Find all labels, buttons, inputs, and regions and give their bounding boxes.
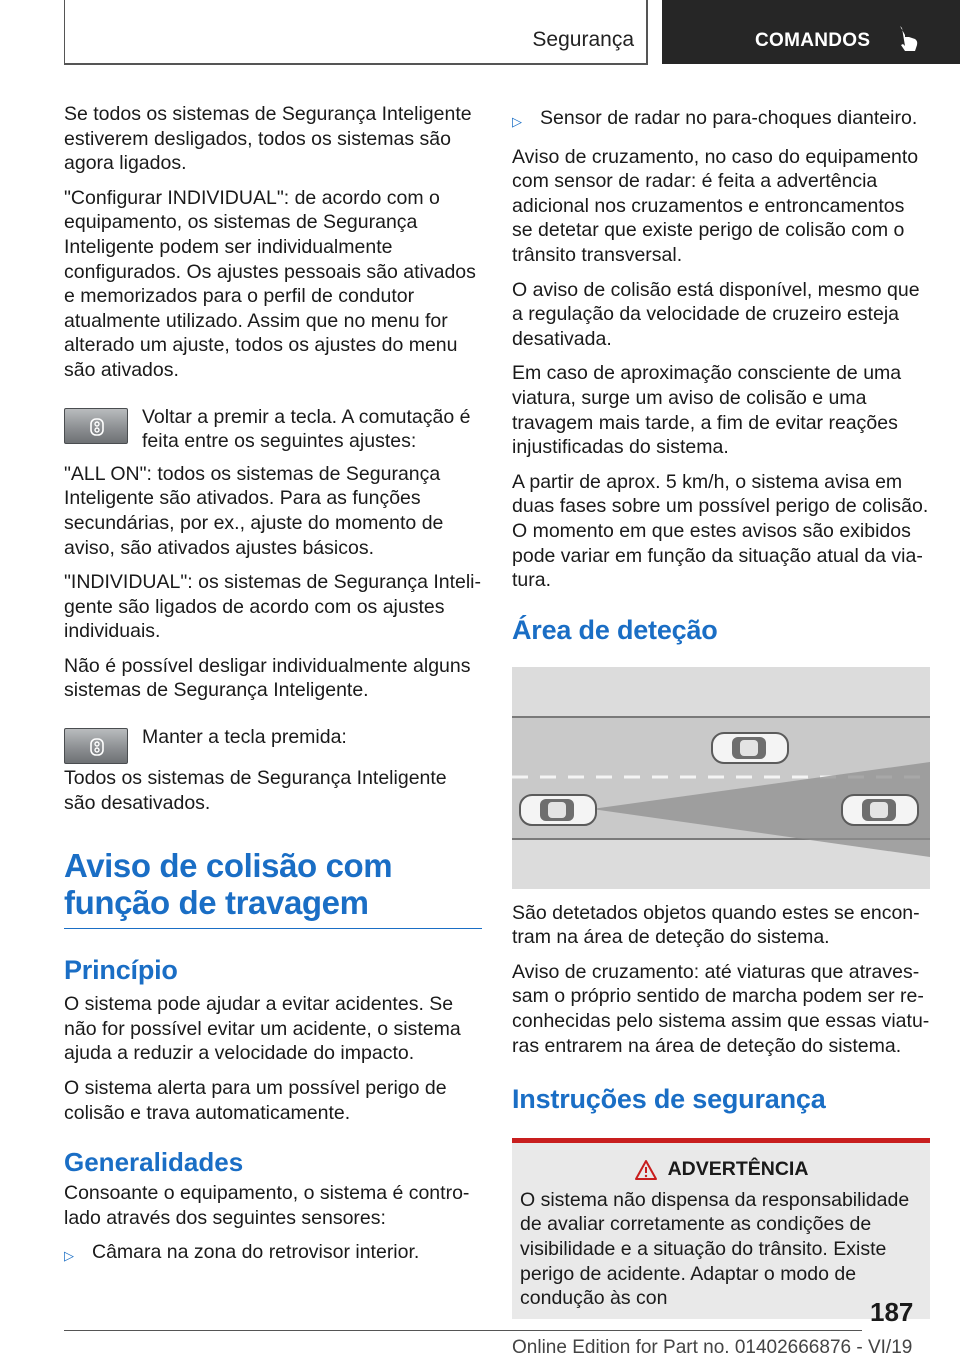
paragraph: Aviso de cruzamento: até viaturas que atravessam o próprio sentido de marcha podem ser reconhecidas pelo sistema assim que essas viaturas entrarem na área de deteção do sistema. — [512, 960, 930, 1057]
header-section — [64, 0, 648, 64]
list-item-text: Sensor de radar no para-choques dianteiro. — [540, 107, 918, 129]
paragraph: Se todos os sistemas de Segurança Inteligente estiverem desligados, todos os sistemas são agora ligados. — [64, 103, 472, 175]
page-number: 187 — [870, 1297, 914, 1327]
safety-assist-icon — [87, 417, 107, 437]
button-instruction — [64, 405, 482, 454]
detection-area-diagram — [512, 667, 930, 889]
footer-edition: Online Edition for Part no. 01402666876 - VI/19 — [512, 1337, 913, 1358]
chapter-label: COMANDOS — [755, 30, 871, 51]
subheading-principio: Princípio — [64, 955, 178, 986]
assist-button-image — [64, 408, 128, 444]
paragraph: O sistema pode ajudar a evitar acidentes. Se não for possível evitar um acidente, o sistema ajuda a reduzir a velocidade do impacto. — [64, 993, 461, 1065]
footer-divider — [64, 1330, 862, 1331]
header-underline — [64, 63, 648, 65]
section-title: Segurança — [532, 28, 634, 51]
section-heading: Aviso de colisão com função de travagem — [64, 847, 482, 929]
subheading-area: Área de deteção — [512, 614, 718, 645]
road-illustration — [512, 667, 930, 889]
subheading-instrucoes: Instruções de segurança — [512, 1084, 826, 1115]
car-icon — [842, 795, 918, 825]
paragraph: Consoante o equipamento, o sistema é controlado através dos seguintes sensores: — [64, 1182, 470, 1229]
left-column — [64, 102, 482, 1279]
chapter-tab[interactable] — [662, 0, 960, 64]
paragraph: "INDIVIDUAL": os sistemas de Segurança Inteligente são ligados de acordo com os ajustes individuais. — [64, 571, 482, 643]
bullet-triangle-icon: ▷ — [512, 114, 522, 129]
paragraph: O sistema alerta para um possível perigo de colisão e trava automaticamente. — [64, 1077, 447, 1124]
warning-box — [512, 1143, 930, 1319]
list-item-text: Câmara na zona do retrovisor interior. — [92, 1241, 420, 1264]
pointing-hand-icon — [896, 24, 920, 54]
assist-button-image — [64, 728, 128, 764]
button-text: Manter a tecla premida: — [142, 726, 347, 749]
paragraph: A partir de aprox. 5 km/h, o sistema avisa em duas fases sobre um possível perigo de colisão. O momento em que estes avisos são exibidos pode variar em função da situação atual da viatura. — [512, 470, 929, 592]
button-text: Voltar a premir a tecla. A comutação é feita entre os seguintes ajustes: — [142, 405, 471, 453]
warning-title-text: ADVERTÊNCIA — [667, 1158, 809, 1181]
subheading-generalidades: Generalidades — [64, 1147, 244, 1178]
car-icon — [712, 733, 788, 763]
paragraph: Aviso de cruzamento, no caso do equipamento com sensor de radar: é feita a advertência adicional nos cruzamentos e entroncamentos se detetar que existe perigo de colisão com o trânsito transversal. — [512, 145, 919, 266]
car-icon — [520, 795, 596, 825]
bullet-triangle-icon: ▷ — [64, 1248, 74, 1264]
warning-text: O sistema não dispensa da responsabilidade de avaliar corretamente as condições de visibilidade e a situação do trânsito. Existe perigo de acidente. Adaptar o modo de condução às con — [520, 1188, 910, 1310]
paragraph: "ALL ON": todos os sistemas de Segurança Inteligente são ativados. Para as funções secundárias, por ex., ajuste do momento de aviso, são ativados ajustes básicos. — [64, 462, 444, 559]
button-instruction — [64, 725, 482, 764]
warning-title — [520, 1157, 922, 1182]
paragraph: Não é possível desligar individualmente alguns sistemas de Segurança Inteligente. — [64, 654, 471, 702]
safety-assist-icon — [87, 737, 107, 757]
paragraph: Todos os sistemas de Segurança Inteligente são desativados. — [64, 767, 447, 814]
right-column — [512, 102, 930, 1319]
warning-triangle-icon — [634, 1159, 658, 1181]
paragraph: São detetados objetos quando estes se encontram na área de deteção do sistema. — [512, 901, 920, 949]
paragraph: Em caso de aproximação consciente de uma viatura, surge um aviso de colisão e uma travagem mais tarde, a fim de evitar reações injustificadas do sistema. — [512, 362, 902, 459]
paragraph: "Configurar INDIVIDUAL": de acordo com o equipamento, os sistemas de Segurança Inteligente podem ser individualmente configurados. Os ajustes pessoais são ativados e memorizados para o perfil de condutor atualmente utilizado. Assim que no menu for alterado um ajuste, todos os ajustes do menu são ativados. — [64, 186, 476, 381]
list-item — [512, 106, 930, 135]
paragraph: O aviso de colisão está disponível, mesmo que a regulação da velocidade de cruzeiro esteja desativada. — [512, 278, 920, 350]
header-divider — [64, 0, 65, 64]
list-item — [64, 1240, 482, 1269]
